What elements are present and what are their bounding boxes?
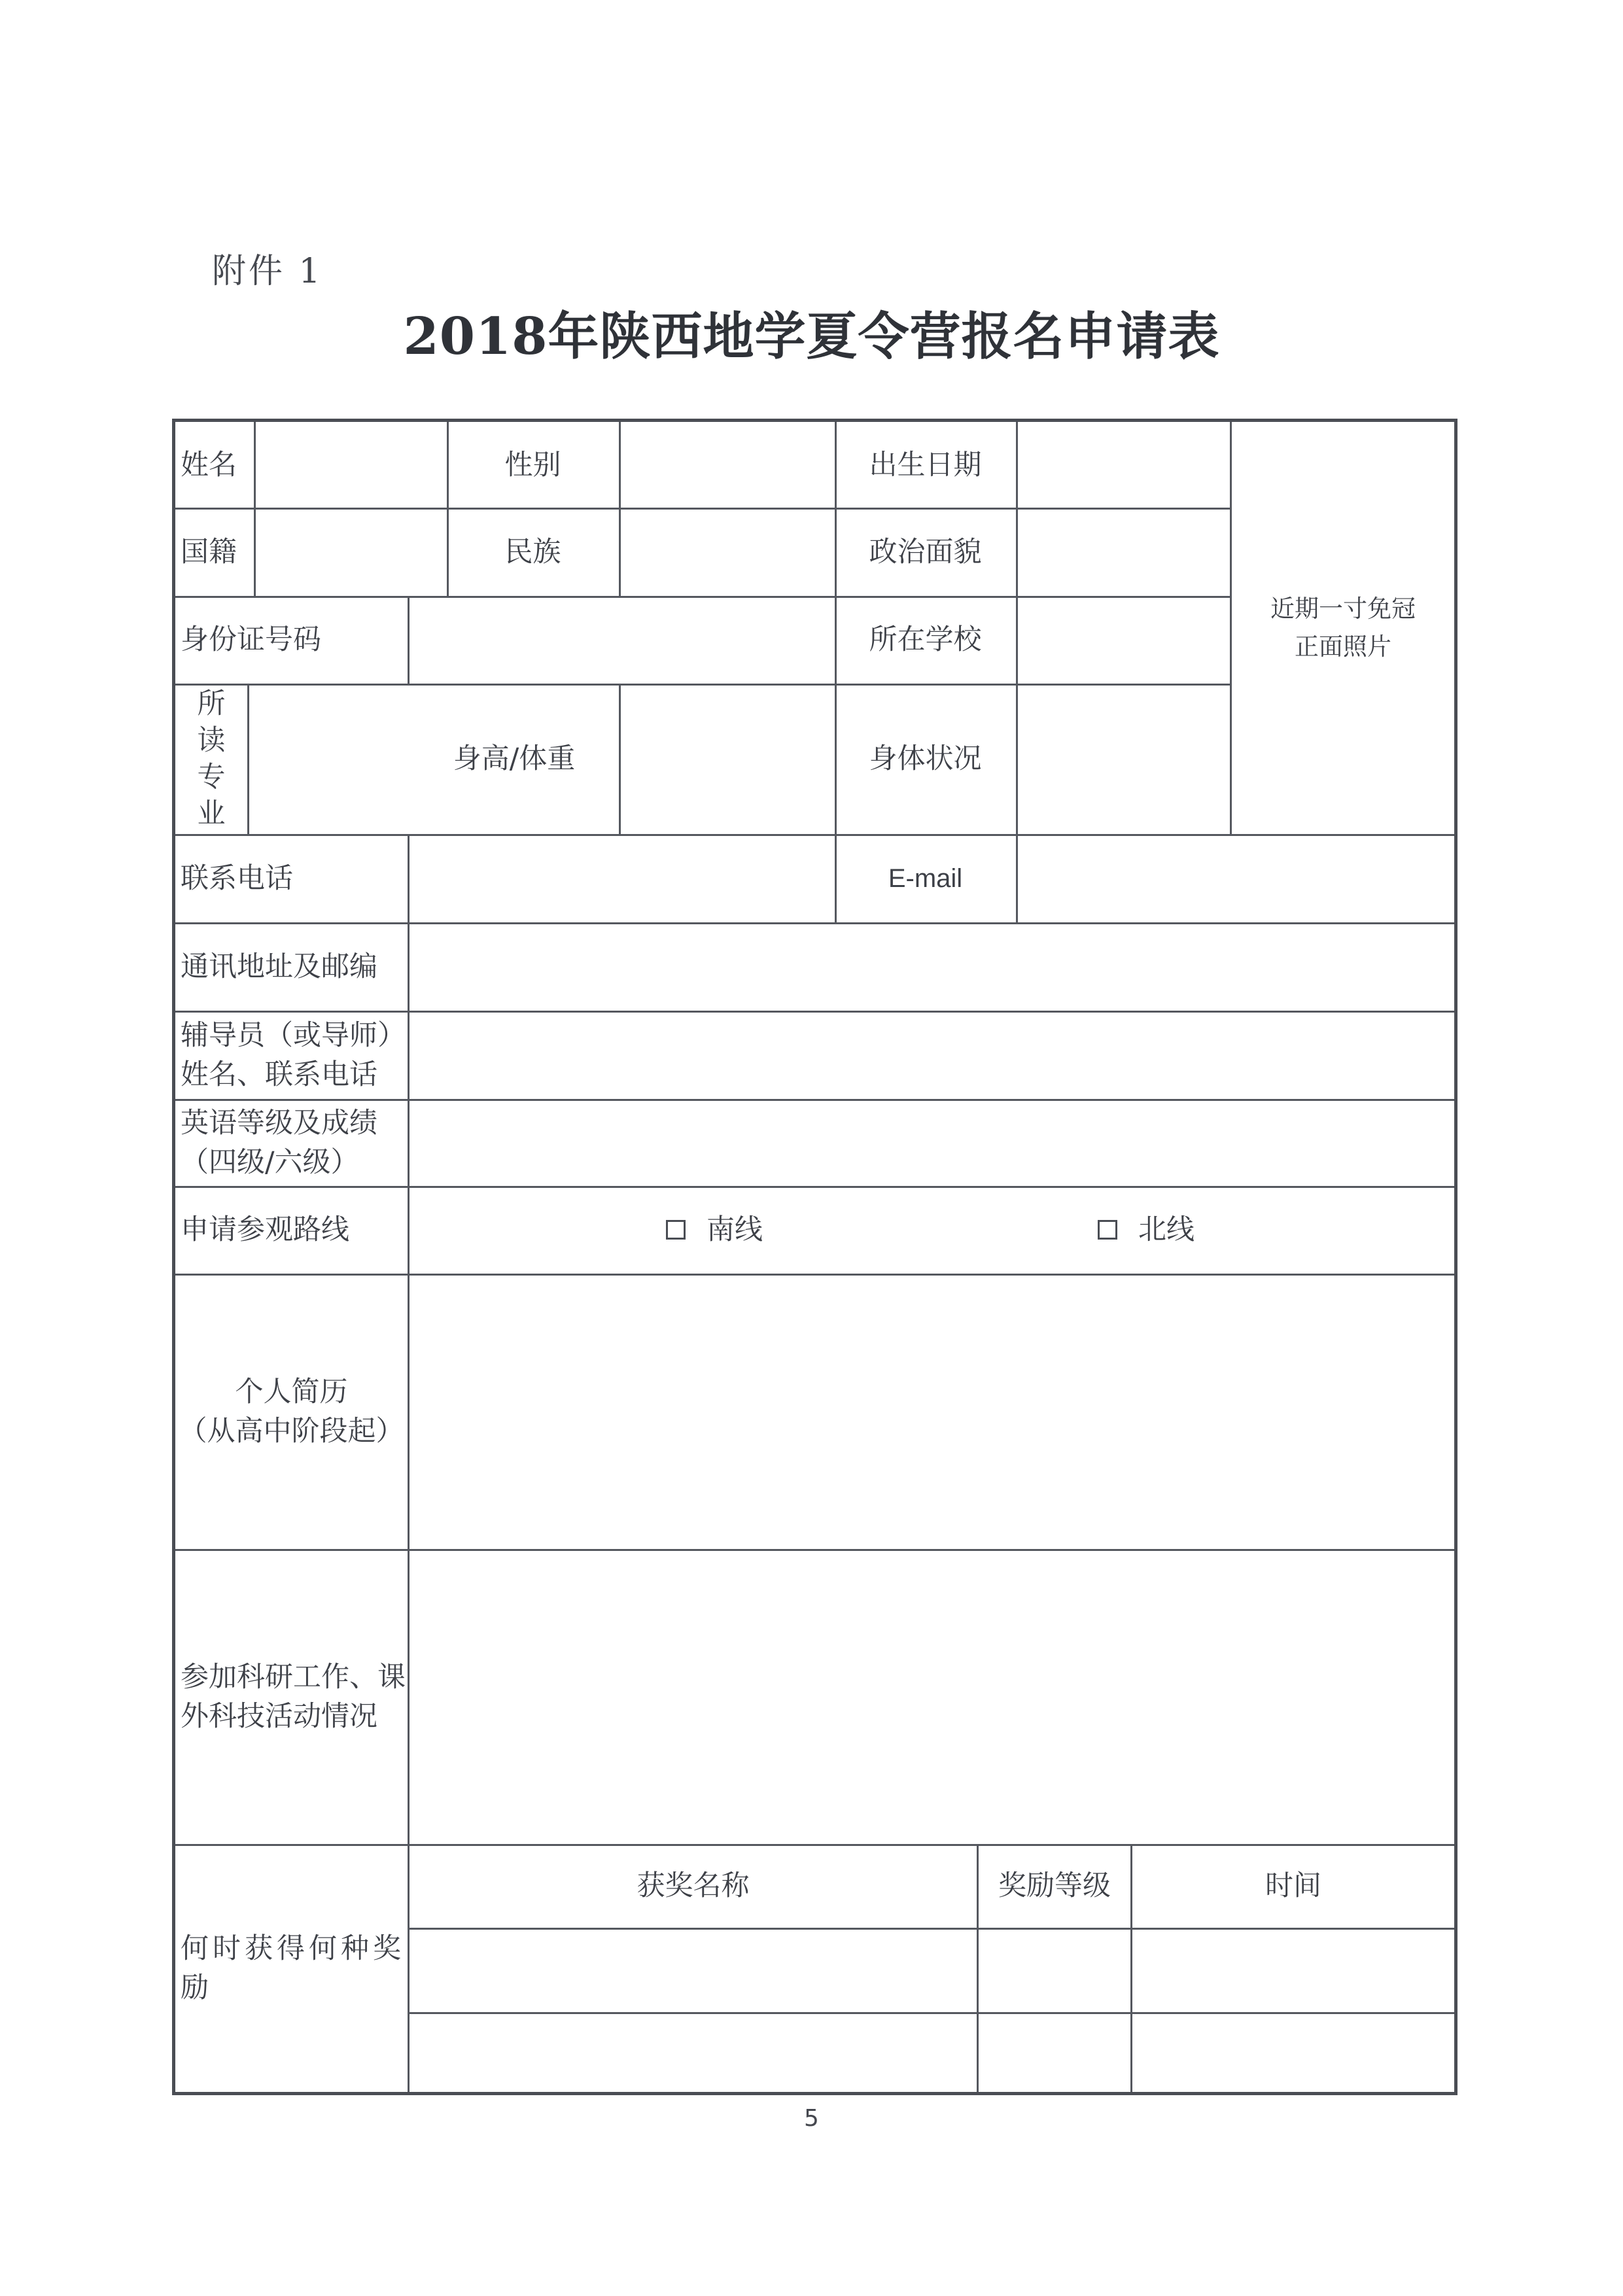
political-status-field[interactable] bbox=[1018, 508, 1230, 596]
english-label bbox=[175, 1099, 408, 1186]
route-option-south[interactable] bbox=[666, 1186, 862, 1274]
email-field[interactable] bbox=[1018, 834, 1454, 922]
gender-field[interactable] bbox=[621, 422, 835, 508]
resume-label bbox=[175, 1274, 408, 1549]
name-field[interactable] bbox=[256, 422, 447, 508]
awards-label bbox=[175, 1844, 408, 2092]
school-label: 所在学校 bbox=[869, 623, 982, 656]
north-route-label: 北线 bbox=[1138, 1213, 1195, 1246]
award-level-header: 奖励等级 bbox=[998, 1870, 1111, 1902]
id-number-label: 身份证号码 bbox=[181, 623, 321, 656]
gender-label: 性别 bbox=[504, 448, 561, 481]
award-name-field-2[interactable] bbox=[410, 2014, 977, 2092]
major-char-4: 业 bbox=[197, 797, 226, 830]
school-field[interactable] bbox=[1018, 596, 1230, 684]
major-char-1: 所 bbox=[197, 687, 226, 720]
research-label-line2: 外科技活动情况 bbox=[181, 1699, 377, 1733]
resume-field[interactable] bbox=[410, 1274, 1454, 1549]
english-field[interactable] bbox=[410, 1099, 1454, 1186]
award-time-field-2[interactable] bbox=[1132, 2014, 1454, 2092]
health-label: 身体状况 bbox=[869, 742, 982, 775]
photo-caption-line2: 正面照片 bbox=[1295, 633, 1391, 661]
application-form-table bbox=[172, 419, 1457, 2095]
height-weight-field[interactable] bbox=[621, 684, 835, 834]
photo-placeholder bbox=[1232, 422, 1454, 834]
birth-date-label: 出生日期 bbox=[869, 448, 982, 481]
awards-label-line1: 何时获得何种奖 bbox=[181, 1932, 405, 1965]
awards-label-line2: 励 bbox=[181, 1971, 213, 2004]
page-number: 5 bbox=[804, 2105, 819, 2132]
north-checkbox[interactable] bbox=[1098, 1220, 1117, 1240]
resume-label-line2: （从高中阶段起） bbox=[179, 1414, 404, 1448]
advisor-label-line1: 辅导员（或导师） bbox=[181, 1018, 406, 1052]
award-time-header: 时间 bbox=[1265, 1870, 1321, 1902]
phone-label: 联系电话 bbox=[181, 861, 293, 895]
award-name-field-1[interactable] bbox=[410, 1930, 977, 2012]
nationality-field[interactable] bbox=[256, 508, 447, 596]
research-field[interactable] bbox=[410, 1549, 1454, 1844]
nationality-label: 国籍 bbox=[181, 535, 237, 568]
advisor-label-line2: 姓名、联系电话 bbox=[181, 1058, 377, 1091]
ethnicity-label: 民族 bbox=[504, 535, 561, 568]
research-label bbox=[175, 1549, 408, 1844]
photo-caption-line1: 近期一寸免冠 bbox=[1270, 595, 1416, 623]
form-title: 2018年陕西地学夏令营报名申请表 bbox=[403, 307, 1220, 366]
award-level-field-2[interactable] bbox=[979, 2014, 1130, 2092]
english-label-line2: （四级/六级） bbox=[181, 1145, 359, 1179]
health-field[interactable] bbox=[1018, 684, 1230, 834]
english-label-line1: 英语等级及成绩 bbox=[181, 1106, 377, 1139]
major-field[interactable] bbox=[249, 684, 408, 834]
birth-date-field[interactable] bbox=[1018, 422, 1230, 508]
resume-label-line1: 个人简历 bbox=[235, 1375, 348, 1408]
award-name-header: 获奖名称 bbox=[637, 1870, 750, 1902]
political-status-label: 政治面貌 bbox=[869, 535, 982, 568]
attachment-label: 附件 1 bbox=[212, 252, 323, 291]
route-label: 申请参观路线 bbox=[181, 1213, 349, 1246]
address-label: 通讯地址及邮编 bbox=[181, 950, 377, 983]
major-label bbox=[175, 684, 247, 834]
south-route-label: 南线 bbox=[707, 1213, 763, 1246]
name-label: 姓名 bbox=[181, 448, 237, 481]
award-time-field-1[interactable] bbox=[1132, 1930, 1454, 2012]
phone-field[interactable] bbox=[410, 834, 835, 922]
south-checkbox[interactable] bbox=[666, 1220, 686, 1240]
major-char-2: 读 bbox=[197, 724, 226, 757]
major-char-3: 专 bbox=[197, 761, 226, 793]
route-option-north[interactable] bbox=[1098, 1186, 1294, 1274]
award-level-field-1[interactable] bbox=[979, 1930, 1130, 2012]
ethnicity-field[interactable] bbox=[621, 508, 835, 596]
height-weight-label: 身高/体重 bbox=[453, 742, 576, 775]
advisor-label bbox=[175, 1011, 408, 1099]
research-label-line1: 参加科研工作、课 bbox=[181, 1660, 406, 1694]
address-field[interactable] bbox=[410, 922, 1454, 1011]
advisor-field[interactable] bbox=[410, 1011, 1454, 1099]
email-label: E-mail bbox=[888, 863, 963, 893]
id-number-field[interactable] bbox=[410, 596, 835, 684]
